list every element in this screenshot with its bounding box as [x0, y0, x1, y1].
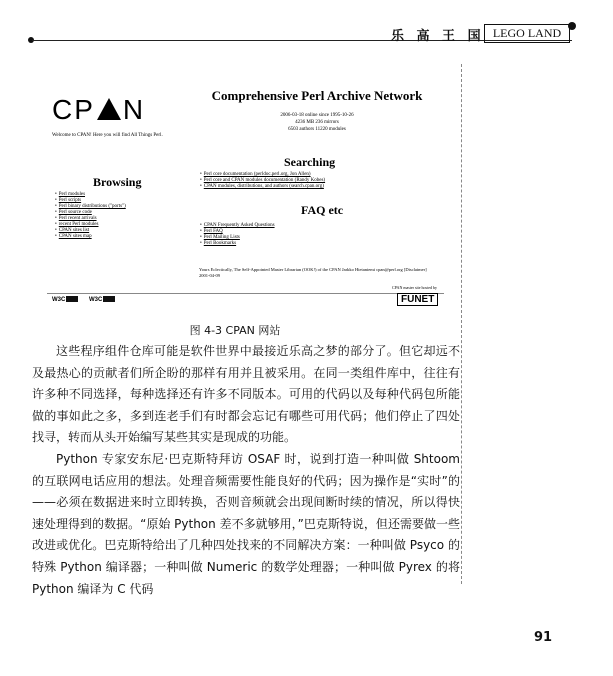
browsing-list [52, 192, 181, 240]
cpan-screenshot-figure [47, 80, 444, 305]
searching-list [197, 172, 446, 190]
running-header-box: LEGO LAND [484, 24, 570, 43]
funet-logo[interactable]: FUNET [397, 293, 438, 306]
list-item[interactable]: • CPAN modules, distributions, and authors (search.cpan.org) [206, 184, 446, 190]
list-item[interactable]: • Perl binary distributions ("ports") [61, 204, 181, 210]
list-item[interactable]: • CPAN Frequently Asked Questions [206, 223, 446, 229]
searching-heading: Searching [284, 155, 336, 169]
w3c-badge[interactable]: W3C [52, 296, 78, 303]
list-item[interactable]: • Perl Bookmarks [206, 241, 446, 247]
list-item[interactable]: • Perl modules [61, 192, 181, 198]
list-item[interactable]: • Perl source code [61, 210, 181, 216]
list-item[interactable]: • Perl scripts [61, 198, 181, 204]
stat-line: 4236 MB 236 mirrors [295, 120, 339, 125]
list-item[interactable]: • recent Perl modules [61, 222, 181, 228]
cpan-logo-triangle-icon [97, 98, 121, 120]
list-item[interactable]: • Perl Mailing Lists [206, 235, 446, 241]
list-item[interactable]: • CPAN sites map [61, 234, 181, 240]
stat-line: 6503 authors 11220 modules [288, 127, 346, 132]
paragraph: Python 专家安东尼·巴克斯特拜访 OSAF 时，说到打造一种叫做 Shtoom 的互联网电话应用的想法。处理音频需要性能良好的代码；因为操作是“实时”的——必须在数据进来时立即转换，否则音频就会出现间断时续的情况，所以得快速处理得到的数据。“原始 Python 差不多就够用，”巴克斯特说，但还需要做一些改进或优化。巴克斯特给出了几种四处找来的不同解决方案：一种叫做 Psyco 的特殊 Python 编译器；一种叫做 Numeric 的数学处理器；一种叫做 Pyrex 的将 Python 编译为 C 代码 [32, 451, 460, 596]
page-number: 91 [534, 630, 553, 645]
badge-block-icon [103, 296, 115, 302]
welcome-text: Welcome to CPAN! Here you will find All Things Perl. [52, 133, 163, 138]
faq-list [197, 223, 446, 247]
badge-block-icon [66, 296, 78, 302]
browsing-heading: Browsing [93, 175, 142, 189]
list-item[interactable]: • Perl core documentation (perldoc.perl.org, Jon Allen) [206, 172, 446, 178]
list-item[interactable]: • Perl FAQ [206, 229, 446, 235]
cpan-main-title: Comprehensive Perl Archive Network [211, 88, 423, 103]
list-item[interactable]: • Perl recent arrivals [61, 216, 181, 222]
header-end-bullet [568, 22, 576, 30]
faq-heading: FAQ etc [301, 203, 344, 217]
cpan-stats [192, 112, 442, 133]
paragraph: 这些程序组件仓库可能是软件世界中最接近乐高之梦的部分了。但它却远不及最热心的贡献者们所企盼的那样有用并且被采用。在同一类组件库中，往往有许多种不同选择，每种选择还有许多不同版本。可用的代码以及每种代码包所能做的事如此之多，多到连老手们有时都会忘记有哪些可用代码；他们停止了四处找寻，转而从头开始编写某些其实是现成的功能。 [32, 344, 460, 445]
running-header-title: 乐 高 王 国 [391, 29, 485, 44]
cpan-logo: CP N [52, 94, 146, 125]
w3c-badge[interactable]: W3C [89, 296, 115, 303]
list-item[interactable]: • Perl core and CPAN modules documentation (Randy Kobes) [206, 178, 446, 184]
hosted-by-text: CPAN master site hosted by [392, 285, 437, 290]
figure-caption: 图 4-3 CPAN 网站 [189, 324, 281, 337]
stat-line: 2006-03-18 online since 1995-10-26 [280, 113, 354, 118]
body-text [32, 341, 460, 600]
figure-divider [47, 293, 444, 294]
maintainer-note: Yours Eclectically, The Self-Appointed Master Librarian (OOK!) of the CPAN Jarkko Hietaniemi cpan@perl.org [Disclaimer] 2001-04-09 [199, 267, 427, 278]
list-item[interactable]: • CPAN sites list [61, 228, 181, 234]
